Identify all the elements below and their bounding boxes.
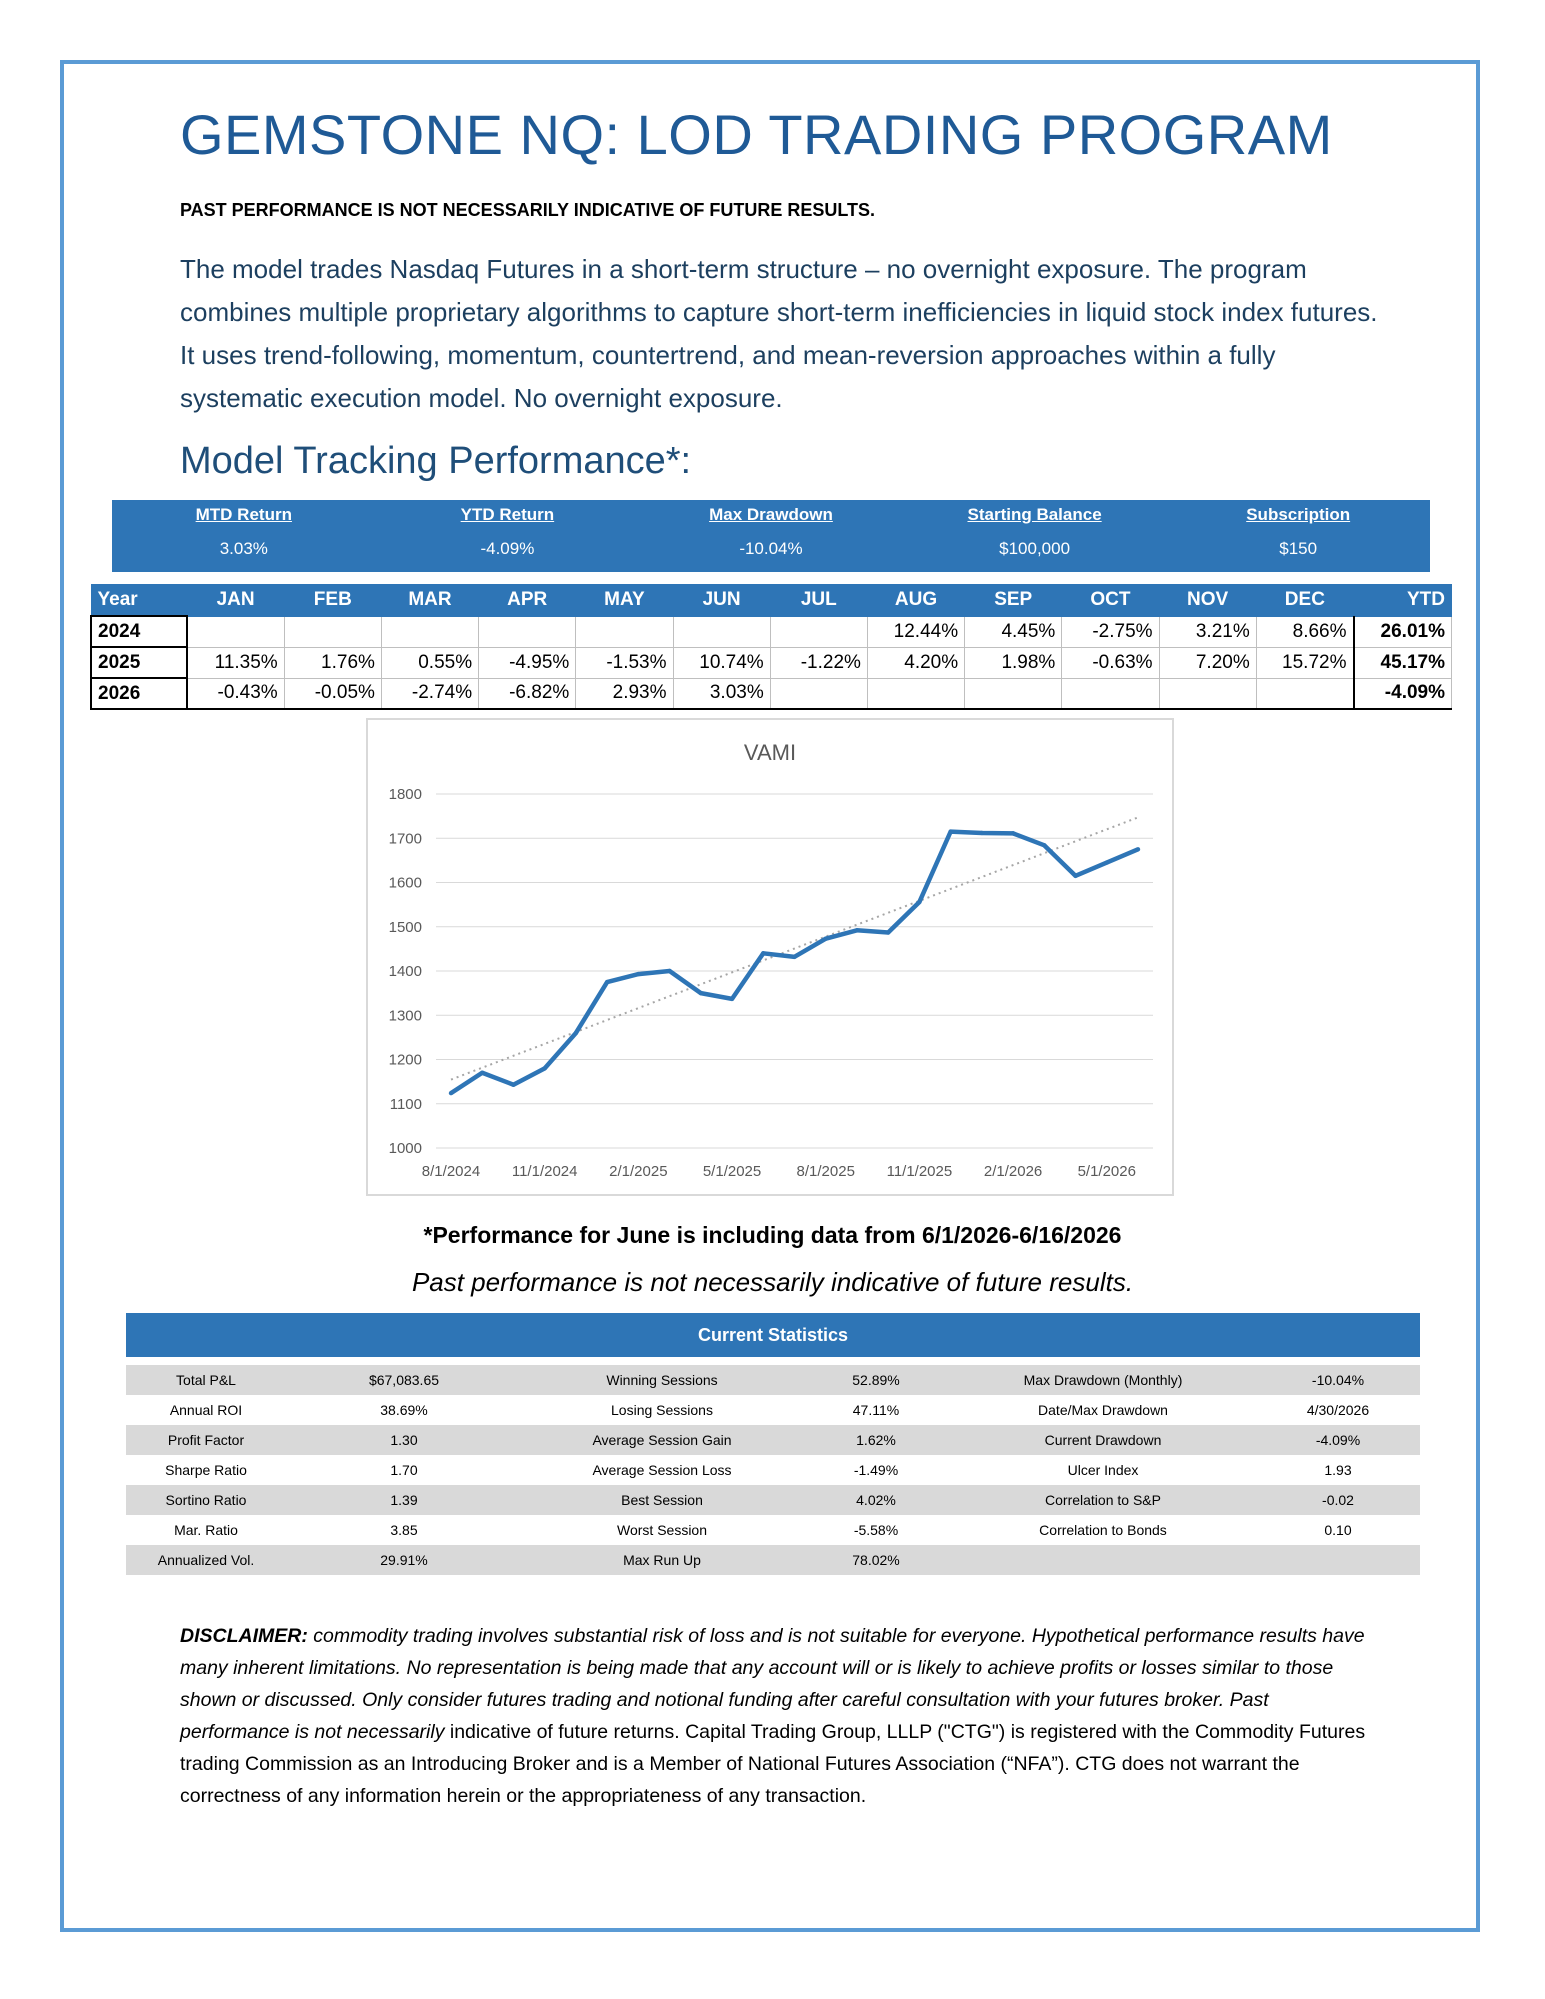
stat-value: 4/30/2026: [1306, 1402, 1370, 1418]
table-row: [126, 1545, 1420, 1575]
month-return-cell: [576, 616, 673, 647]
column-header: JUN: [673, 585, 770, 617]
summary-label: YTD Return: [460, 505, 555, 524]
column-header: OCT: [1062, 585, 1159, 617]
summary-subscription: [1166, 500, 1430, 572]
summary-label: Starting Balance: [967, 505, 1102, 524]
vami-data-point: [792, 955, 796, 959]
month-return-cell: [479, 616, 576, 647]
month-return-cell: [187, 616, 284, 647]
month-return-cell: 1.98%: [965, 647, 1062, 678]
month-return-cell: 11.35%: [187, 647, 284, 678]
section-heading: Model Tracking Performance*:: [180, 440, 692, 482]
stat-value: 3.85: [390, 1522, 418, 1538]
stat-value: -1.49%: [853, 1462, 899, 1478]
stat-label: Correlation to Bonds: [1039, 1522, 1167, 1538]
vami-data-point: [1073, 874, 1077, 878]
stat-label: Date/Max Drawdown: [1038, 1402, 1168, 1418]
chart-title: VAMI: [743, 740, 797, 765]
column-header: APR: [479, 585, 576, 617]
month-return-cell: -2.74%: [381, 678, 478, 709]
month-return-cell: 3.03%: [673, 678, 770, 709]
stat-label: Best Session: [522, 1485, 802, 1515]
vami-data-point: [511, 1083, 515, 1087]
month-return-cell: 1.76%: [284, 647, 381, 678]
column-header: JAN: [187, 585, 284, 617]
y-tick-label: 1600: [388, 874, 422, 892]
stat-label: Sharpe Ratio: [165, 1462, 247, 1478]
y-tick-label: 1800: [388, 786, 422, 803]
summary-max-drawdown: [639, 500, 903, 572]
vami-data-point: [917, 900, 921, 904]
table-row: [91, 678, 1452, 709]
month-return-cell: 10.74%: [673, 647, 770, 678]
trendline: [451, 817, 1138, 1079]
month-return-cell: 7.20%: [1159, 647, 1256, 678]
stat-value: 1.39: [286, 1485, 522, 1515]
vami-data-point: [699, 991, 703, 995]
vami-data-point: [480, 1071, 484, 1075]
table-row: [126, 1515, 1420, 1545]
stat-label: Worst Session: [617, 1522, 707, 1538]
x-tick-label: 8/1/2024: [421, 1163, 481, 1180]
stat-value: -10.04%: [1256, 1365, 1420, 1395]
disclaimer-label: DISCLAIMER:: [180, 1625, 308, 1647]
disclaimer: [180, 1620, 1375, 1812]
stat-label: Average Session Loss: [592, 1462, 732, 1478]
summary-value: $100,000: [999, 539, 1071, 558]
current-statistics-table: [126, 1365, 1420, 1575]
stat-label: Current Drawdown: [950, 1425, 1256, 1455]
month-return-cell: [381, 616, 478, 647]
column-header: DEC: [1256, 585, 1353, 617]
year-cell: 2025: [91, 647, 187, 678]
stat-value: 47.11%: [852, 1402, 900, 1418]
table-row: [126, 1395, 1420, 1425]
stat-label: Annualized Vol.: [126, 1545, 286, 1575]
month-return-cell: 12.44%: [867, 616, 964, 647]
vami-data-point: [1042, 843, 1046, 847]
stat-value: 1.93: [1324, 1462, 1352, 1478]
vami-chart: [366, 718, 1174, 1196]
month-return-cell: -4.95%: [479, 647, 576, 678]
stat-label: Winning Sessions: [522, 1365, 802, 1395]
month-return-cell: -0.05%: [284, 678, 381, 709]
vami-data-point: [574, 1031, 578, 1035]
table-row: [126, 1365, 1420, 1395]
disclaimer-text: indicative of future returns. Capital Trading Group, LLLP ("CTG") is registered with the Commodity Futures trading Commission as an Introducing Broker and is a Member of National Futures Association (“NFA”). CTG does not warrant the correctness of any information herein or the appropriateness of any transaction.: [180, 1721, 1366, 1807]
month-return-cell: -0.43%: [187, 678, 284, 709]
vami-data-point: [449, 1091, 453, 1095]
month-return-cell: 0.55%: [381, 647, 478, 678]
program-description: The model trades Nasdaq Futures in a short-term structure – no overnight exposure. The program combines multiple proprietary algorithms to capture short-term inefficiencies in liquid stock index futures. It uses trend-following, momentum, countertrend, and mean-reversion approaches within a fully systematic execution model. No overnight exposure.: [180, 254, 1378, 413]
month-return-cell: [673, 616, 770, 647]
month-return-cell: -6.82%: [479, 678, 576, 709]
table-row: [91, 647, 1452, 678]
vami-data-point: [730, 997, 734, 1001]
month-return-cell: 2.93%: [576, 678, 673, 709]
y-tick-label: 1400: [388, 963, 422, 980]
month-return-cell: [284, 616, 381, 647]
month-return-cell: 8.66%: [1256, 616, 1353, 647]
summary-label: MTD Return: [195, 505, 292, 524]
table-row: [126, 1455, 1420, 1485]
summary-starting-balance: [903, 500, 1167, 572]
year-cell: 2024: [91, 616, 187, 647]
summary-value: -4.09%: [480, 539, 535, 558]
table-row: [91, 616, 1452, 647]
month-return-cell: [1062, 678, 1159, 709]
stat-label: Max Run Up: [522, 1545, 802, 1575]
vami-data-point: [886, 930, 890, 934]
month-return-cell: [867, 678, 964, 709]
vami-data-point: [636, 972, 640, 976]
summary-value: -10.04%: [739, 539, 803, 558]
y-tick-label: 1500: [388, 918, 422, 936]
month-return-cell: [1159, 678, 1256, 709]
stat-value: 78.02%: [802, 1545, 950, 1575]
stat-value: [1256, 1545, 1420, 1575]
x-tick-label: 8/1/2025: [796, 1163, 855, 1180]
stat-value: 1.30: [286, 1425, 522, 1455]
monthly-returns-table: [90, 584, 1452, 710]
stat-value: -5.58%: [853, 1522, 899, 1538]
y-tick-label: 1700: [388, 830, 422, 848]
stat-label: Max Drawdown (Monthly): [950, 1365, 1256, 1395]
month-return-cell: 3.21%: [1159, 616, 1256, 647]
vami-data-point: [980, 831, 984, 835]
stats-heading: Current Statistics: [126, 1313, 1420, 1357]
y-tick-label: 1100: [389, 1095, 422, 1113]
stat-value: 1.62%: [802, 1425, 950, 1455]
vami-data-point: [948, 829, 952, 833]
vami-data-point: [667, 969, 671, 973]
vami-data-point: [761, 951, 765, 955]
month-return-cell: [965, 678, 1062, 709]
vami-series-line: [451, 832, 1138, 1094]
month-return-cell: 4.45%: [965, 616, 1062, 647]
month-return-cell: -2.75%: [1062, 616, 1159, 647]
column-header: NOV: [1159, 585, 1256, 617]
summary-bar: [112, 500, 1430, 572]
summary-label: Subscription: [1246, 505, 1351, 524]
x-tick-label: 5/1/2026: [1077, 1163, 1136, 1180]
summary-label: Max Drawdown: [709, 505, 833, 524]
month-return-cell: 4.20%: [867, 647, 964, 678]
column-header: JUL: [770, 585, 867, 617]
y-tick-label: 1000: [388, 1140, 422, 1157]
table-header-row: [91, 585, 1452, 617]
column-header: MAY: [576, 585, 673, 617]
month-return-cell: -0.63%: [1062, 647, 1159, 678]
stat-label: Ulcer Index: [1067, 1462, 1139, 1478]
stat-value: -0.02: [1256, 1485, 1420, 1515]
month-return-cell: 15.72%: [1256, 647, 1353, 678]
stat-label: [950, 1545, 1256, 1575]
column-header: SEP: [965, 585, 1062, 617]
month-return-cell: -1.22%: [770, 647, 867, 678]
y-tick-label: 1300: [388, 1007, 422, 1025]
stat-label: Sortino Ratio: [126, 1485, 286, 1515]
stat-value: $67,083.65: [286, 1365, 522, 1395]
x-tick-label: 2/1/2025: [609, 1163, 668, 1180]
summary-value: $150: [1279, 539, 1318, 558]
summary-value: 3.03%: [219, 539, 268, 558]
performance-warning: PAST PERFORMANCE IS NOT NECESSARILY INDICATIVE OF FUTURE RESULTS.: [180, 200, 876, 220]
ytd-cell: 45.17%: [1354, 647, 1452, 678]
stat-label: Mar. Ratio: [174, 1522, 238, 1538]
stat-value: -4.09%: [1256, 1425, 1420, 1455]
summary-ytd: [376, 500, 640, 572]
vami-data-point: [542, 1066, 546, 1070]
month-return-cell: [770, 678, 867, 709]
stat-value: 52.89%: [802, 1365, 950, 1395]
column-header: AUG: [867, 585, 964, 617]
june-data-note: *Performance for June is including data from 6/1/2026-6/16/2026: [423, 1222, 1122, 1248]
stat-value: 38.69%: [380, 1402, 428, 1418]
page-title: GEMSTONE NQ: LOD TRADING PROGRAM: [180, 103, 1333, 166]
column-header: MAR: [381, 585, 478, 617]
vami-chart-svg: [368, 720, 1172, 1194]
year-cell: 2026: [91, 678, 187, 709]
stat-label: Profit Factor: [126, 1425, 286, 1455]
month-return-cell: [1256, 678, 1353, 709]
month-return-cell: [770, 616, 867, 647]
stat-label: Total P&L: [126, 1365, 286, 1395]
ytd-cell: 26.01%: [1354, 616, 1452, 647]
vami-data-point: [824, 936, 828, 940]
stat-label: Annual ROI: [169, 1402, 243, 1418]
stat-label: Average Session Gain: [522, 1425, 802, 1455]
stat-value: 0.10: [1324, 1522, 1352, 1538]
stat-value: 29.91%: [286, 1545, 522, 1575]
vami-data-point: [1011, 831, 1015, 835]
vami-data-point: [855, 928, 859, 932]
column-header: Year: [91, 585, 187, 617]
disclaimer-italic-text: commodity trading involves substantial risk of loss and is not suitable for everyone. Hypothetical performance results have many inherent limitations. No representation is being made that any account will or is likely to achieve profits or losses similar to those shown or discussed. Only consider futures trading and notional funding after careful consultation with your futures broker. Past performance is not necessarily: [180, 1625, 1365, 1743]
vami-data-point: [1136, 847, 1140, 851]
table-row: [126, 1485, 1420, 1515]
ytd-cell: -4.09%: [1354, 678, 1452, 709]
stat-value: 1.70: [390, 1462, 418, 1478]
past-performance-note: Past performance is not necessarily indicative of future results.: [411, 1267, 1134, 1297]
x-tick-label: 2/1/2026: [983, 1163, 1043, 1180]
x-tick-label: 5/1/2025: [702, 1163, 762, 1180]
column-header: YTD: [1354, 585, 1452, 617]
stat-label: Losing Sessions: [611, 1402, 713, 1418]
stat-value: 4.02%: [802, 1485, 950, 1515]
x-tick-label: 11/1/2024: [511, 1163, 578, 1180]
stat-label: Correlation to S&P: [950, 1485, 1256, 1515]
vami-data-point: [605, 980, 609, 984]
vami-data-point: [1105, 860, 1109, 864]
column-header: FEB: [284, 585, 381, 617]
x-tick-label: 11/1/2025: [886, 1163, 953, 1180]
y-tick-label: 1200: [388, 1051, 422, 1069]
table-row: [126, 1425, 1420, 1455]
month-return-cell: -1.53%: [576, 647, 673, 678]
summary-mtd: [112, 500, 376, 572]
